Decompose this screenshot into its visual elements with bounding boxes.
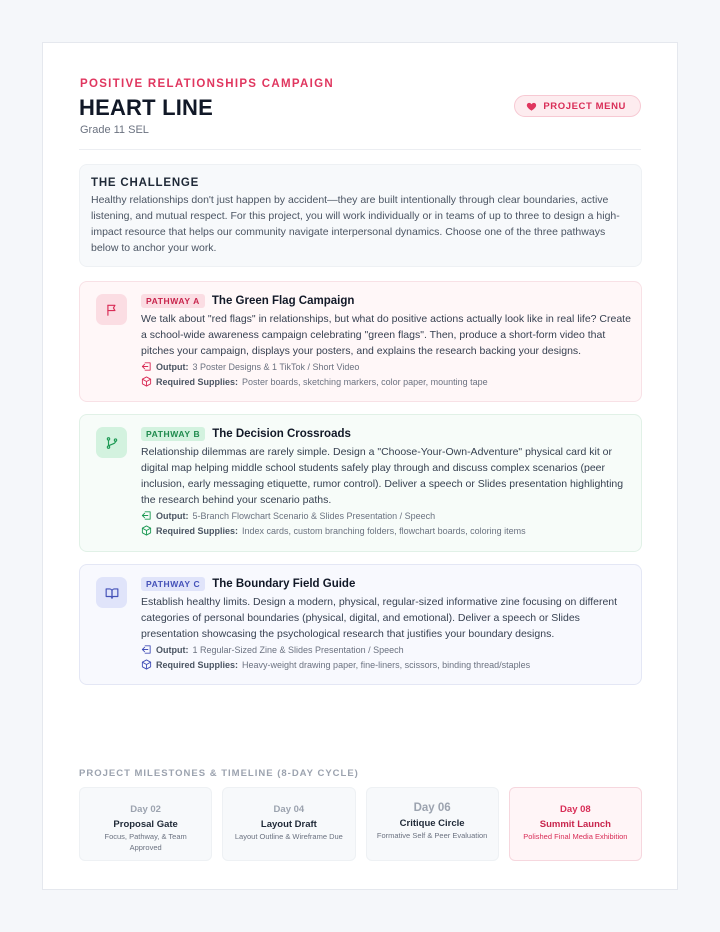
pathway-description: Relationship dilemmas are rarely simple. Design a "Choose-Your-Own-Adventure" physical card kit or digital map helping middle school students safely play through and discuss complex scenarios (peer inclusion, early messaging etiquette, rumor control). Deliver a speech or Slides presentation highlighting the research behind your scenario paths. [141, 446, 624, 506]
package-icon [141, 659, 152, 670]
page-title: HEART LINE [79, 95, 213, 120]
project-menu-label: PROJECT MENU [543, 100, 626, 112]
flag-icon [105, 303, 119, 317]
package-icon [141, 525, 152, 536]
header-divider [79, 149, 641, 150]
pathway-title: The Decision Crossroads [212, 427, 351, 440]
project-sheet [42, 42, 678, 890]
pathway-tag: PATHWAY B [141, 427, 205, 441]
project-menu-button[interactable] [514, 95, 641, 117]
package-icon [141, 376, 152, 387]
pathway-output: Output: 1 Regular-Sized Zine & Slides Presentation / Speech [141, 642, 631, 657]
pathway-supplies: Required Supplies: Heavy-weight drawing paper, fine-liners, scissors, binding thread/staples [141, 657, 631, 672]
open-book-icon [105, 586, 119, 600]
pathway-tag: PATHWAY C [141, 577, 205, 591]
challenge-box [79, 164, 642, 267]
pathway-b-icon-box [96, 427, 127, 458]
pathway-a-icon-box [96, 294, 127, 325]
milestone-day-06 [366, 787, 499, 861]
pathway-c-icon-box [96, 577, 127, 608]
pathway-card-a[interactable] [79, 281, 642, 402]
milestone-day: Day 08 [560, 804, 591, 815]
milestone-desc: Polished Final Media Exhibition [523, 832, 628, 841]
milestone-day-08 [509, 787, 642, 861]
pathway-supplies: Required Supplies: Poster boards, sketching markers, color paper, mounting tape [141, 374, 631, 389]
git-branch-icon [105, 436, 119, 450]
milestone-timeline [79, 787, 642, 861]
milestone-desc: Layout Outline & Wireframe Due [234, 832, 343, 841]
pathway-output: Output: 5-Branch Flowchart Scenario & Slides Presentation / Speech [141, 508, 631, 523]
challenge-body: Healthy relationships don't just happen by accident—they are built intentionally through clear boundaries, active listening, and mutual respect. For this project, you will work individually or in teams of up to three to design a high-impact resource that helps our community navigate interpersonal dynamics. Choose one of the three pathways below to anchor your work. [91, 194, 620, 254]
milestone-day: Day 02 [130, 804, 161, 815]
milestone-desc: Focus, Pathway, & Team Approved [104, 832, 187, 852]
output-icon [141, 510, 152, 521]
milestone-name: Proposal Gate [113, 819, 178, 830]
pathway-card-b[interactable] [79, 414, 642, 552]
pathway-output: Output: 3 Poster Designs & 1 TikTok / Short Video [141, 359, 631, 374]
pathway-card-c[interactable] [79, 564, 642, 685]
output-icon [141, 361, 152, 372]
milestone-day: Day 04 [273, 804, 305, 815]
pathway-title: The Green Flag Campaign [211, 294, 355, 307]
pathway-title: The Boundary Field Guide [212, 577, 356, 590]
pathway-description: We talk about "red flags" in relationships, but what do positive actions actually look like in real life? Create a school-wide awareness campaign celebrating "green flags". Then, produce a short-form video that pitches your campaign, displays your posters, and explains the research backing your designs. [141, 313, 631, 357]
milestone-name: Summit Launch [539, 819, 611, 830]
pathway-supplies: Required Supplies: Index cards, custom branching folders, flowchart boards, coloring items [141, 523, 631, 538]
campaign-eyebrow: POSITIVE RELATIONSHIPS CAMPAIGN [80, 78, 334, 90]
heart-icon [526, 101, 537, 112]
milestone-name: Layout Draft [260, 819, 317, 830]
output-icon [141, 644, 152, 655]
page-subtitle: Grade 11 SEL [80, 124, 149, 136]
milestone-day-04 [222, 787, 355, 861]
milestone-day-02 [79, 787, 212, 861]
challenge-heading: THE CHALLENGE [91, 177, 200, 189]
milestone-name: Critique Circle [399, 818, 465, 829]
milestones-heading: PROJECT MILESTONES & TIMELINE (8-DAY CYCLE) [79, 768, 359, 779]
pathway-tag: PATHWAY A [141, 294, 205, 308]
pathway-description: Establish healthy limits. Design a modern, physical, regular-sized informative zine focusing on different categories of personal boundaries (physical, digital, and emotional). Deliver a speech or Slides presentation showcasing the psychological research that justifies your boundary designs. [141, 596, 618, 640]
milestone-day: Day 06 [413, 802, 451, 814]
milestone-desc: Formative Self & Peer Evaluation [376, 831, 488, 840]
